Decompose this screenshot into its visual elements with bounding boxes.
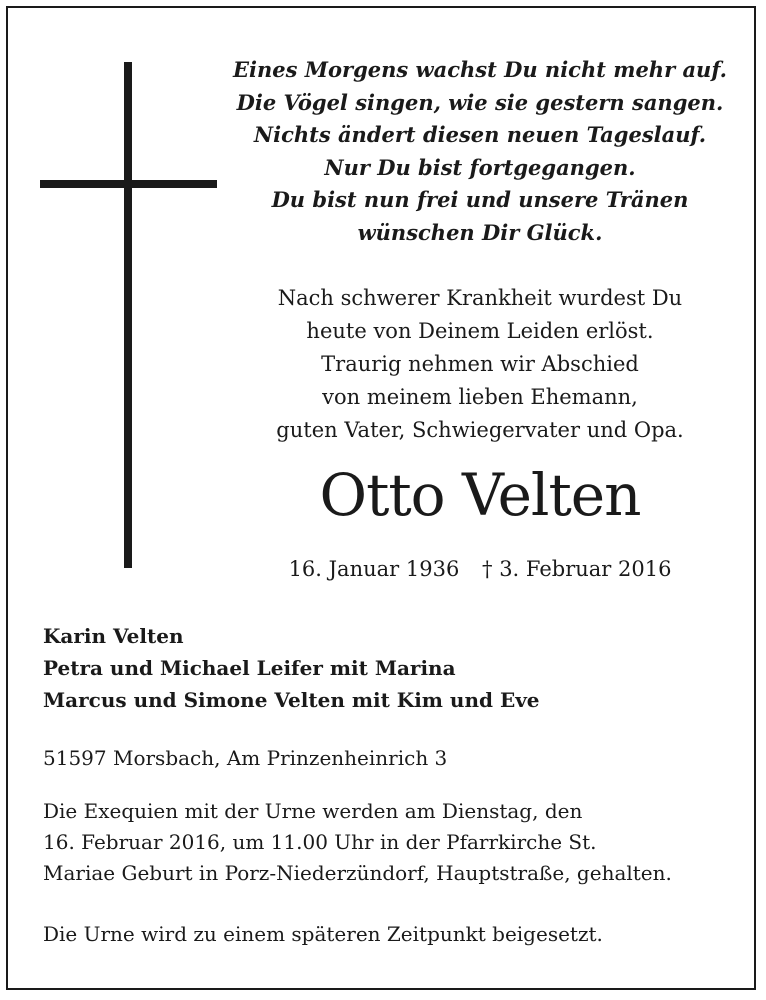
notice-line: guten Vater, Schwiegervater und Opa. bbox=[276, 418, 684, 442]
mourner: Karin Velten bbox=[43, 624, 184, 648]
death-notice bbox=[215, 282, 745, 447]
notice-line: Traurig nehmen wir Abschied bbox=[321, 352, 639, 376]
poem-line: Du bist nun frei und unsere Tränen bbox=[271, 187, 689, 212]
dagger-icon: † bbox=[482, 557, 493, 581]
poem-line: Die Vögel singen, wie sie gestern sangen. bbox=[236, 89, 724, 115]
poem-line: Nur Du bist fortgegangen. bbox=[324, 154, 636, 180]
birth-date: 16. Januar 1936 bbox=[288, 557, 460, 581]
mourner: Marcus und Simone Velten mit Kim und Eve bbox=[43, 688, 540, 712]
poem-line: wünschen Dir Glück. bbox=[357, 219, 603, 245]
service-line: Mariae Geburt in Porz-Niederzündorf, Hauptstraße, gehalten. bbox=[43, 861, 672, 885]
life-dates bbox=[215, 553, 745, 586]
notice-line: von meinem lieben Ehemann, bbox=[322, 385, 638, 409]
notice-line: Nach schwerer Krankheit wurdest Du bbox=[277, 286, 683, 310]
poem-line: Eines Morgens wachst Du nicht mehr auf. bbox=[233, 57, 727, 82]
poem-line: Nichts ändert diesen neuen Tageslauf. bbox=[253, 122, 707, 147]
service-details bbox=[43, 796, 743, 889]
notice-line: heute von Deinem Leiden erlöst. bbox=[306, 319, 654, 343]
mourner: Petra und Michael Leifer mit Marina bbox=[43, 656, 456, 680]
deceased-name: Otto Velten bbox=[319, 461, 641, 529]
cross-icon-crossbar bbox=[40, 180, 217, 188]
service-line: Die Exequien mit der Urne werden am Dienstag, den bbox=[43, 799, 583, 823]
service-line: 16. Februar 2016, um 11.00 Uhr in der Pfarrkirche St. bbox=[43, 830, 597, 854]
poem bbox=[215, 54, 745, 249]
mourners-list bbox=[43, 620, 743, 716]
burial-note: Die Urne wird zu einem späteren Zeitpunkt beigesetzt. bbox=[43, 922, 603, 946]
family-address: 51597 Morsbach, Am Prinzenheinrich 3 bbox=[43, 746, 448, 770]
cross-icon bbox=[124, 62, 132, 568]
death-date: 3. Februar 2016 bbox=[499, 557, 672, 581]
